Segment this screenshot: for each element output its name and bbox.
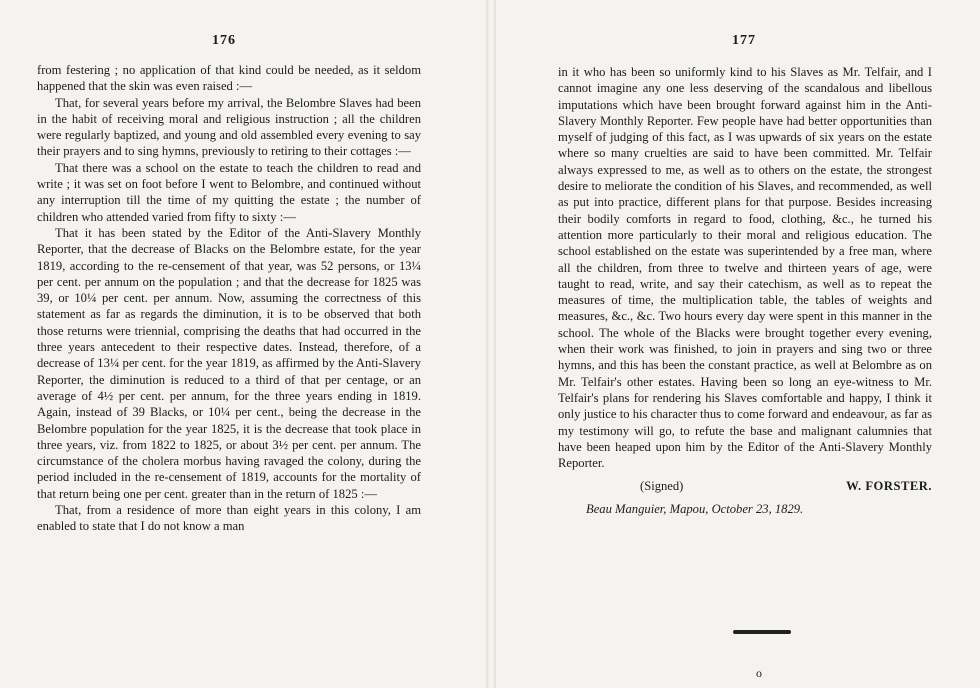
right-page-text bbox=[558, 64, 932, 517]
right-paragraph: in it who has been so uniformly kind to his Slaves as Mr. Telfair, and I cannot imagine any one less deserving of the scandalous and libellous imputations which have been brought forward against him in the Anti-Slavery Monthly Reporter. Few people have had better opportunities than myself of judging of this fact, as I was upwards of six years on the estate where so many cruelties are said to have been committed. Mr. Telfair always expressed to me, as well as to others on the estate, the strongest desire to meliorate the condition of his Slaves, and recommended, as well as put into practice, different plans for that purpose. Besides increasing their bodily comforts in regard to food, clothing, &c., he turned his attention more particularly to their moral and religious education. The school established on the estate was superintended by a free man, where all the children, from three to twelve and thirteen years of age, were taught to read, write, and say their catechism, as well as to repeat the measures of time, the multiplication table, the tables of weights and measures, &c., &c. Two hours every day were spent in this manner in the school. The whole of the Blacks were brought together every evening, when their work was finished, to join in prayers and sing two or three hymns, and this has been the constant practice, as well at Belombre as on Mr. Telfair's other estates. Having been so long an eye-witness to Mr. Telfair's plans for rendering his Slaves comfortable and happy, I think it only justice to his character thus to come forward and endeavour, as far as my testimony will go, to refute the base and malignant calumnies that have been heaped upon him by the Editor of the Anti-Slavery Monthly Reporter. bbox=[558, 65, 932, 471]
place-date: Beau Manguier, Mapou, October 23, 1829. bbox=[586, 501, 804, 516]
left-page-number: 176 bbox=[212, 33, 236, 48]
right-page-number: 177 bbox=[732, 33, 756, 48]
left-paragraph: from festering ; no application of that kind could be needed, as it seldom happened that the skin was even raised :— bbox=[37, 63, 421, 94]
left-paragraph: That it has been stated by the Editor of the Anti-Slavery Monthly Reporter, that the decrease of Blacks on the Belombre estate, for the year 1819, according to the re-censement of that year, was 52 persons, or 13¼ per cent. per annum on the population ; and that the decrease for 1825 was 39, or 10¼ per cent. per annum. Now, assuming the correctness of this statement as far as regards the diminution, it is to be observed that both those returns were triennial, comprising the deaths that had occurred in the three years antecedent to their respective dates. Instead, therefore, of a decrease of 13¼ per cent. for the year 1819, as affirmed by the Anti-Slavery Reporter, the diminution is reduced to a third of that per centage, or an average of 4½ per cent. per annum, for the three years ending in 1819. Again, instead of 39 Blacks, or 10¼ per cent., being the decrease in the Belombre population for the year 1825, it is the decrease that took place in three years, viz. from 1822 to 1825, or about 3½ per cent. per annum. The circumstance of the cholera morbus having ravaged the colony, during the period included in the re-censement of 1819, accounts for the mortality of that return being one per cent. greater than in the return of 1825 :— bbox=[37, 225, 421, 501]
left-page-text bbox=[37, 62, 421, 535]
footer-mark: o bbox=[756, 666, 762, 680]
signature-line bbox=[558, 478, 932, 494]
signature-name: W. FORSTER. bbox=[846, 479, 932, 494]
left-paragraph: That, from a residence of more than eight years in this colony, I am enabled to state that I do not know a man bbox=[37, 503, 421, 534]
right-page bbox=[490, 0, 980, 688]
left-paragraph: That there was a school on the estate to teach the children to read and write ; it was set on foot before I went to Belombre, and continued without any interruption till the time of my quitting the estate ; the number of children who attended varied from fifty to sixty :— bbox=[37, 160, 421, 224]
signed-label: (Signed) bbox=[640, 479, 684, 494]
end-rule bbox=[733, 630, 791, 634]
left-paragraph: That, for several years before my arrival, the Belombre Slaves had been in the habit of receiving moral and religious instruction ; all the children were regularly baptized, and young and old assembled every evening to say their prayers and to sing hymns, previously to retiring to their cottages :— bbox=[37, 95, 421, 159]
